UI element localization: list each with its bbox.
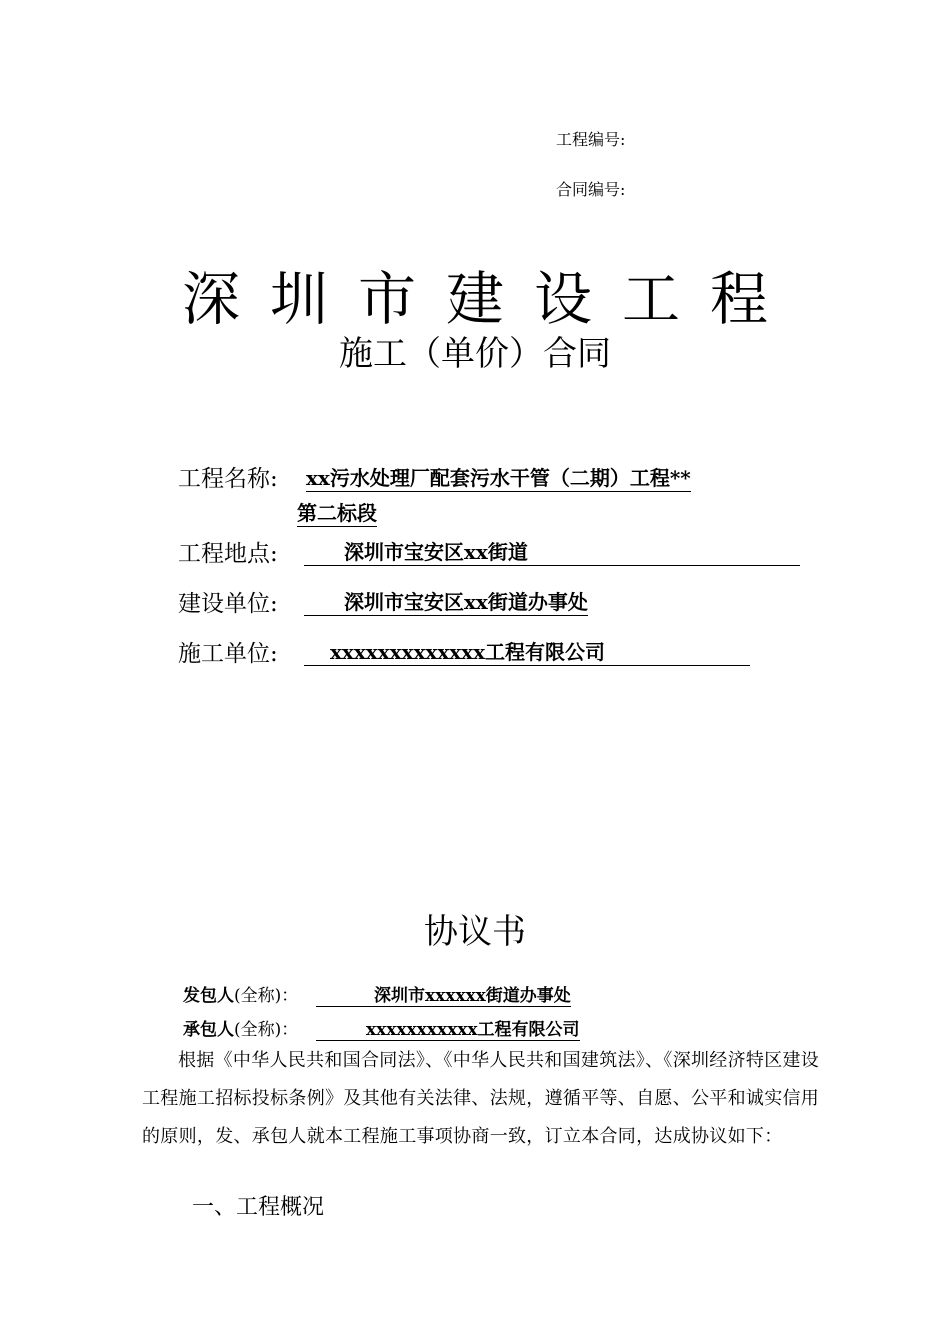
employer-suffix: (全称)： [234,986,299,1006]
document-subtitle: 施工（单价）合同 [339,334,611,374]
contractor-party-label: 承包人 [183,1020,234,1040]
location-value [304,536,800,566]
project-name-text-2: 第二标段 [297,497,377,527]
agreement-paragraph: 根据《中华人民共和国合同法》、《中华人民共和国建筑法》、《深圳经济特区建设工程施工招标投标条例》及其他有关法律、法规，遵循平等、自愿、公平和诚实信用的原则，发、承包人就本工程施工事项协商一致，订立本合同，达成协议如下： [142,1050,820,1147]
contractor-party-value [316,1015,580,1041]
builder-value [304,586,588,616]
builder-label: 建设单位: [178,591,278,617]
contractor-party-suffix: (全称)： [234,1020,299,1040]
section-heading-1: 一、工程概况 [192,1195,325,1220]
contractor-value [304,636,750,666]
project-name-value-line2 [297,497,377,527]
contractor-label: 施工单位: [178,641,278,667]
employer-text: 深圳市xxxxxx街道办事处 [316,981,571,1007]
project-name-label: 工程名称: [178,466,278,492]
contract-number-label: 合同编号: [556,180,626,199]
builder-text: 深圳市宝安区xx街道办事处 [304,586,588,616]
contractor-text: xxxxxxxxxxxxx工程有限公司 [304,636,750,666]
employer-row [183,981,298,1006]
agreement-heading: 协议书 [424,912,526,952]
location-label: 工程地点: [178,541,278,567]
project-number-label: 工程编号: [556,130,626,149]
location-text: 深圳市宝安区xx街道 [304,536,800,566]
document-title: 深圳市建设工程 [181,265,798,333]
employer-label: 发包人 [183,986,234,1006]
contractor-party-text: xxxxxxxxxxx工程有限公司 [316,1015,580,1041]
contractor-party-row [183,1015,298,1040]
project-name-text: xx污水处理厂配套污水干管（二期）工程** [306,462,691,492]
project-name-value-line1 [306,462,691,492]
employer-value [316,981,571,1007]
